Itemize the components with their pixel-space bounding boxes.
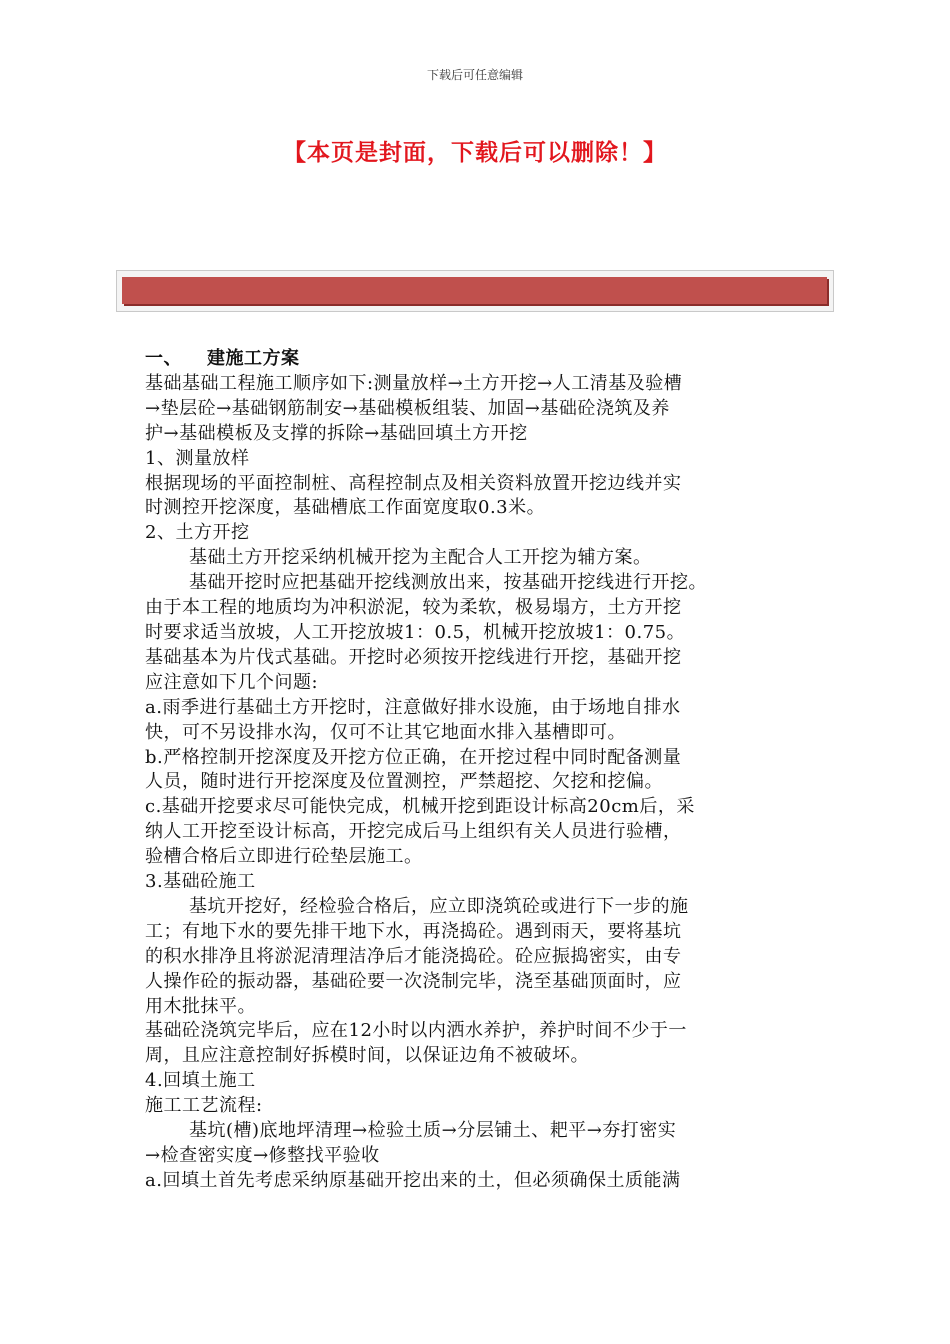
section-title: 建施工方案 [207, 348, 300, 369]
body-line: →检查密实度→修整找平验收 [145, 1145, 380, 1166]
body-line: 快，可不另设排水沟，仅可不让其它地面水排入基槽即可。 [145, 721, 626, 743]
body-line: 纳人工开挖至设计标高，开挖完成后马上组织有关人员进行验槽， [145, 821, 682, 843]
body-lines [145, 372, 815, 1194]
body-line: 基础基础工程施工顺序如下:测量放样→土方开挖→人工清基及验槽 [145, 372, 683, 394]
body-line: 基坑(槽)底地坪清理→检验土质→分层铺土、耙平→夯打密实 [189, 1120, 677, 1142]
body-line: 用木批抹平。 [145, 995, 256, 1017]
body-line: 基坑开挖好，经检验合格后，应立即浇筑砼或进行下一步的施 [189, 895, 689, 917]
body-line: 由于本工程的地质均为冲积淤泥，较为柔软，极易塌方，土方开挖 [145, 597, 682, 619]
document-body [145, 347, 815, 1194]
section-number: 一、 [145, 348, 182, 369]
body-line: a.回填土首先考虑采纳原基础开挖出来的土，但必须确保土质能满 [145, 1169, 681, 1191]
body-line: 护→基础模板及支撑的拆除→基础回填土方开挖 [145, 422, 528, 444]
body-line: →垫层砼→基础钢筋制安→基础模板组装、加固→基础砼浇筑及养 [145, 397, 670, 419]
body-line: a.雨季进行基础土方开挖时，注意做好排水设施，由于场地自排水 [145, 696, 681, 718]
body-line: 应注意如下几个问题: [145, 671, 319, 693]
body-line: c.基础开挖要求尽可能快完成，机械开挖到距设计标高20cm后，采 [145, 796, 695, 818]
body-line: 基础土方开挖采纳机械开挖为主配合人工开挖为辅方案。 [189, 547, 652, 569]
body-line: 基础砼浇筑完毕后，应在12小时以内洒水养护，养护时间不少于一 [145, 1020, 687, 1042]
header-note: 下载后可任意编辑 [426, 68, 523, 82]
body-line: 施工工艺流程: [145, 1095, 263, 1117]
body-line: 时测控开挖深度，基础槽底工作面宽度取0.3米。 [145, 497, 546, 519]
section-heading [145, 347, 815, 372]
body-line: 4.回填土施工 [145, 1070, 256, 1092]
body-line: 周，且应注意控制好拆模时间，以保证边角不被破坏。 [145, 1045, 589, 1067]
body-line: 的积水排净且将淤泥清理洁净后才能浇捣砼。砼应振捣密实，由专 [145, 945, 682, 967]
body-line: 根据现场的平面控制桩、高程控制点及相关资料放置开挖边线并实 [145, 472, 682, 494]
body-line: 工；有地下水的要先排干地下水，再浇捣砼。遇到雨天，要将基坑 [145, 920, 682, 942]
body-line: 基础开挖时应把基础开挖线测放出来，按基础开挖线进行开挖。 [189, 572, 707, 594]
decorative-banner [116, 270, 834, 312]
body-line: 验槽合格后立即进行砼垫层施工。 [145, 846, 423, 868]
body-line: 2、土方开挖 [145, 522, 250, 544]
cover-notice: 【本页是封面，下载后可以删除！】 [283, 139, 667, 166]
body-line: 1、测量放样 [145, 447, 250, 469]
body-line: 时要求适当放坡，人工开挖放坡1：0.5，机械开挖放坡1：0.75。 [145, 621, 686, 643]
body-line: b.严格控制开挖深度及开挖方位正确，在开挖过程中同时配备测量 [145, 746, 682, 768]
body-line: 人员，随时进行开挖深度及位置测控，严禁超挖、欠挖和挖偏。 [145, 771, 663, 793]
banner-bar [122, 277, 827, 304]
body-line: 基础基本为片伐式基础。开挖时必须按开挖线进行开挖，基础开挖 [145, 646, 682, 668]
body-line: 3.基础砼施工 [145, 871, 256, 893]
body-line: 人操作砼的振动器，基础砼要一次浇制完毕，浇至基础顶面时，应 [145, 970, 682, 992]
